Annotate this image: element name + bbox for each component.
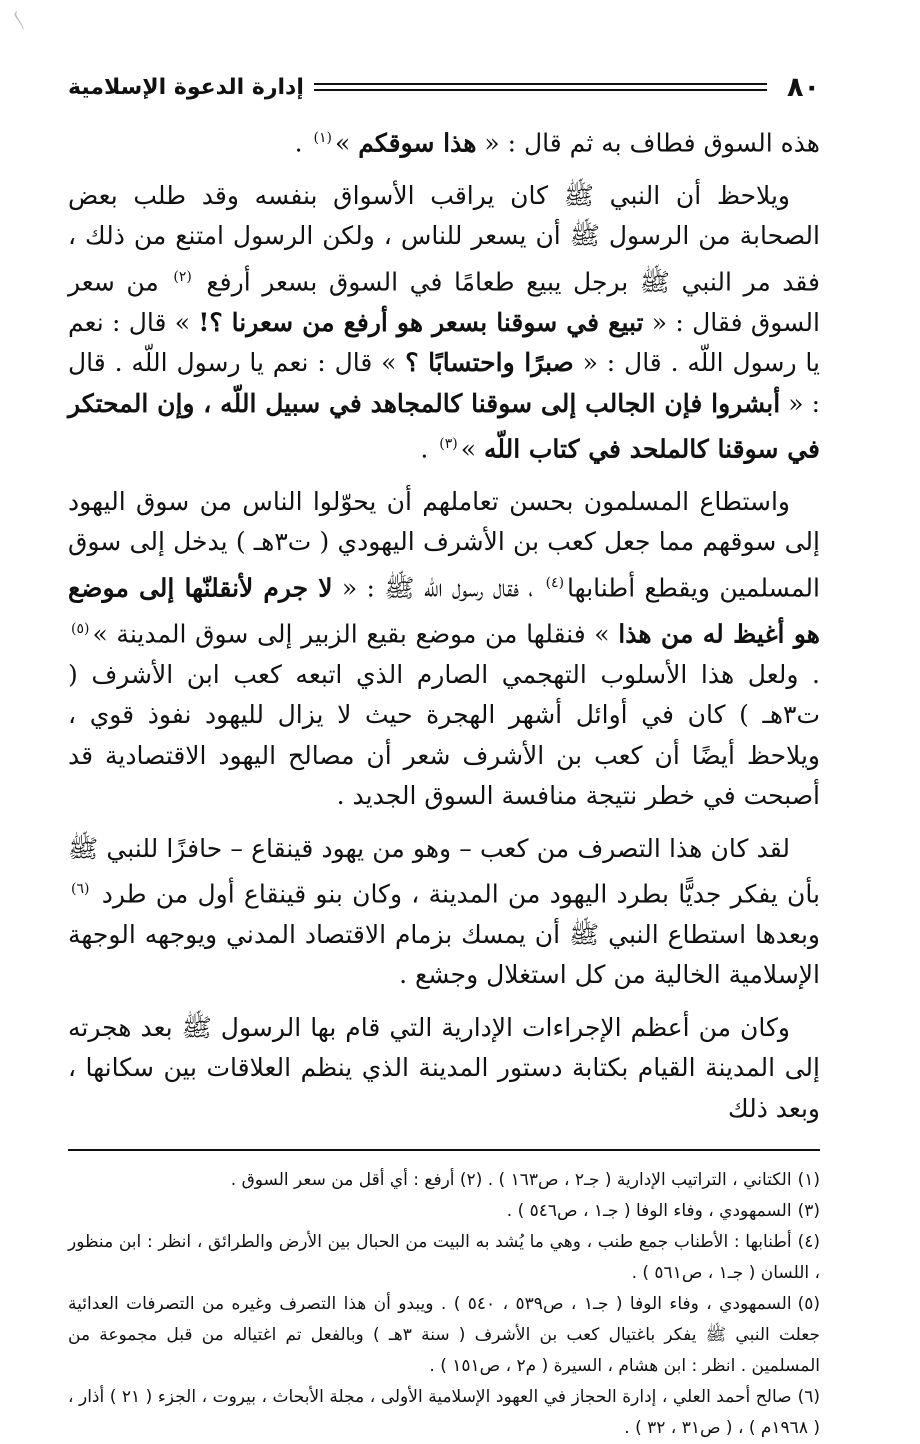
footnote-marker: (٢) (173, 268, 192, 285)
text-run: ، فقال رسول اللّه ﷺ : « (332, 573, 543, 603)
body-paragraph (68, 176, 820, 470)
footnote-number: (١) (797, 1170, 820, 1191)
footnote-text: الكتاني ، التراتيب الإدارية ( جـ٢ ، ص١٦٣ ) . (٢) أرفع : أي أقل من سعر السوق . (230, 1170, 792, 1191)
footnote (68, 1227, 820, 1289)
page-number: ٨٠ (787, 71, 820, 103)
footnote-number: (٥) (797, 1294, 820, 1315)
body-paragraph (68, 1008, 820, 1130)
page-header (68, 64, 820, 110)
body-paragraph (68, 482, 820, 817)
text-run: » فنقلها من موضع بقيع الزبير إلى سوق المدينة » (92, 619, 619, 649)
hadith-quote: لا جرم لأنقلنّها إلى موضع هو أغيظ له من هذا (68, 573, 820, 649)
header-double-rule (314, 83, 767, 91)
text-run: وبعدها استطاع النبي ﷺ أن يمسك بزمام الاقتصاد المدني ويوجهه الوجهة الإسلامية الخالية من كل استغلال وجشع . (68, 919, 820, 990)
footnote-text: أطنابها : الأطناب جمع طنب ، وهي ما يُشد به البيت من الحبال بين الأرض والطرائق ، انظر : ابن منظور ، اللسان ( جـ١ ، ص٥٦١ ) . (68, 1232, 820, 1284)
footnote-marker: (١) (313, 130, 332, 146)
text-run: وكان من أعظم الإجراءات الإدارية التي قام بها الرسول ﷺ بعد هجرته إلى المدينة القيام بكتابة دستور المدينة الذي ينظم العلاقات بين سكانها ، وبعد ذلك (68, 1012, 820, 1123)
text-run: هذه السوق فطاف به ثم قال : « (476, 128, 820, 158)
text-run: واستطاع المسلمون بحسن تعاملهم أن يحوّلوا الناس من سوق اليهود إلى سوقهم مما جعل كعب بن الأشرف اليهودي ( ت٣هـ ) يدخل إلى سوق المسلمين ويقطع أطنابها (68, 486, 820, 603)
footnote (68, 1289, 820, 1382)
text-run: . (294, 128, 311, 158)
hadith-quote: هذا سوقكم (358, 128, 477, 158)
footnote-marker: (٥) (71, 620, 90, 637)
footnote (68, 1196, 820, 1227)
footnote-marker: (٤) (545, 574, 565, 591)
footnote (68, 1165, 820, 1196)
footnote-number: (٤) (797, 1232, 820, 1253)
running-title: إدارة الدعوة الإسلامية (68, 74, 304, 100)
footnote-text: السمهودي ، وفاء الوفا ( جـ١ ، ص٥٣٩ ، ٥٤٠ ) . ويبدو أن هذا التصرف وغيره من التصرفات العدائية جعلت النبي ﷺ يفكر باغتيال كعب بن الأشرف ( سنة ٣هـ ) وبالفعل تم اغتياله من قبل مجموعة من المسلمين . انظر : ابن هشام ، السيرة ( م٢ ، ص١٥١ ) . (68, 1294, 820, 1377)
book-page (68, 64, 820, 1444)
footnote-text: السمهودي ، وفاء الوفا ( جـ١ ، ص٥٤٦ ) . (506, 1201, 792, 1222)
footnote-divider (68, 1149, 820, 1151)
footnote (68, 1382, 820, 1444)
footnote-marker: (٣) (439, 436, 458, 453)
text-run: . ولعل هذا الأسلوب التهجمي الصارم الذي اتبعه كعب ابن الأشرف ( ت٣هـ ) كان في أوائل أشهر الهجرة حيث لا يزال لليهود نفوذ قوي ، ويلاحظ أيضًا أن كعب بن الأشرف شعر أن مصالح اليهود الاقتصادية قد أصبحت في خطر نتيجة منافسة السوق الجديد . (68, 659, 820, 811)
text-run: » قال : نعم يا رسول اللّه . قال : « (68, 307, 820, 378)
footnote-number: (٣) (797, 1201, 820, 1222)
hadith-quote: صبرًا واحتسابًا ؟ (405, 348, 574, 378)
text-run: لقد كان هذا التصرف من كعب – وهو من يهود قينقاع – حافزًا للنبي ﷺ بأن يفكر جديًّا بطرد اليهود من المدينة ، وكان بنو قينقاع أول من طرد (68, 833, 820, 909)
text-run: ويلاحظ أن النبي ﷺ كان يراقب الأسواق بنفسه وقد طلب بعض الصحابة من الرسول ﷺ أن يسعر للناس ، ولكن الرسول امتنع من ذلك ، فقد مر النبي ﷺ برجل يبيع طعامًا في السوق بسعر أرفع (68, 180, 820, 297)
hadith-quote: تبيع في سوقنا بسعر هو أرفع من سعرنا ؟! (198, 307, 644, 337)
text-run: » قال : نعم يا رسول اللّه . قال : « (68, 348, 820, 418)
footnote-text: صالح أحمد العلي ، إدارة الحجاز في العهود الإسلامية الأولى ، مجلة الأبحاث ، بيروت ، الجزء ( ٢١ ) أذار ، ( ١٩٦٨م ) ، ( ص٣١ ، ٣٢ ) . (68, 1387, 820, 1439)
footnote-number: (٦) (797, 1387, 820, 1408)
text-run: » (334, 128, 359, 158)
text-run: من سعر السوق فقال : « (68, 267, 820, 337)
corner-scan-mark: 〳 (8, 8, 28, 32)
body-paragraph (68, 829, 820, 996)
body-paragraph (68, 118, 820, 164)
text-run: . (420, 434, 437, 464)
text-run: » (460, 434, 484, 464)
footnote-marker: (٦) (71, 881, 90, 898)
footnotes (68, 1165, 820, 1444)
hadith-quote: أبشروا فإن الجالب إلى سوقنا كالمجاهد في سبيل اللّه ، وإن المحتكر في سوقنا كالملحد في كتاب اللّه (68, 388, 820, 464)
main-text (68, 118, 820, 1129)
